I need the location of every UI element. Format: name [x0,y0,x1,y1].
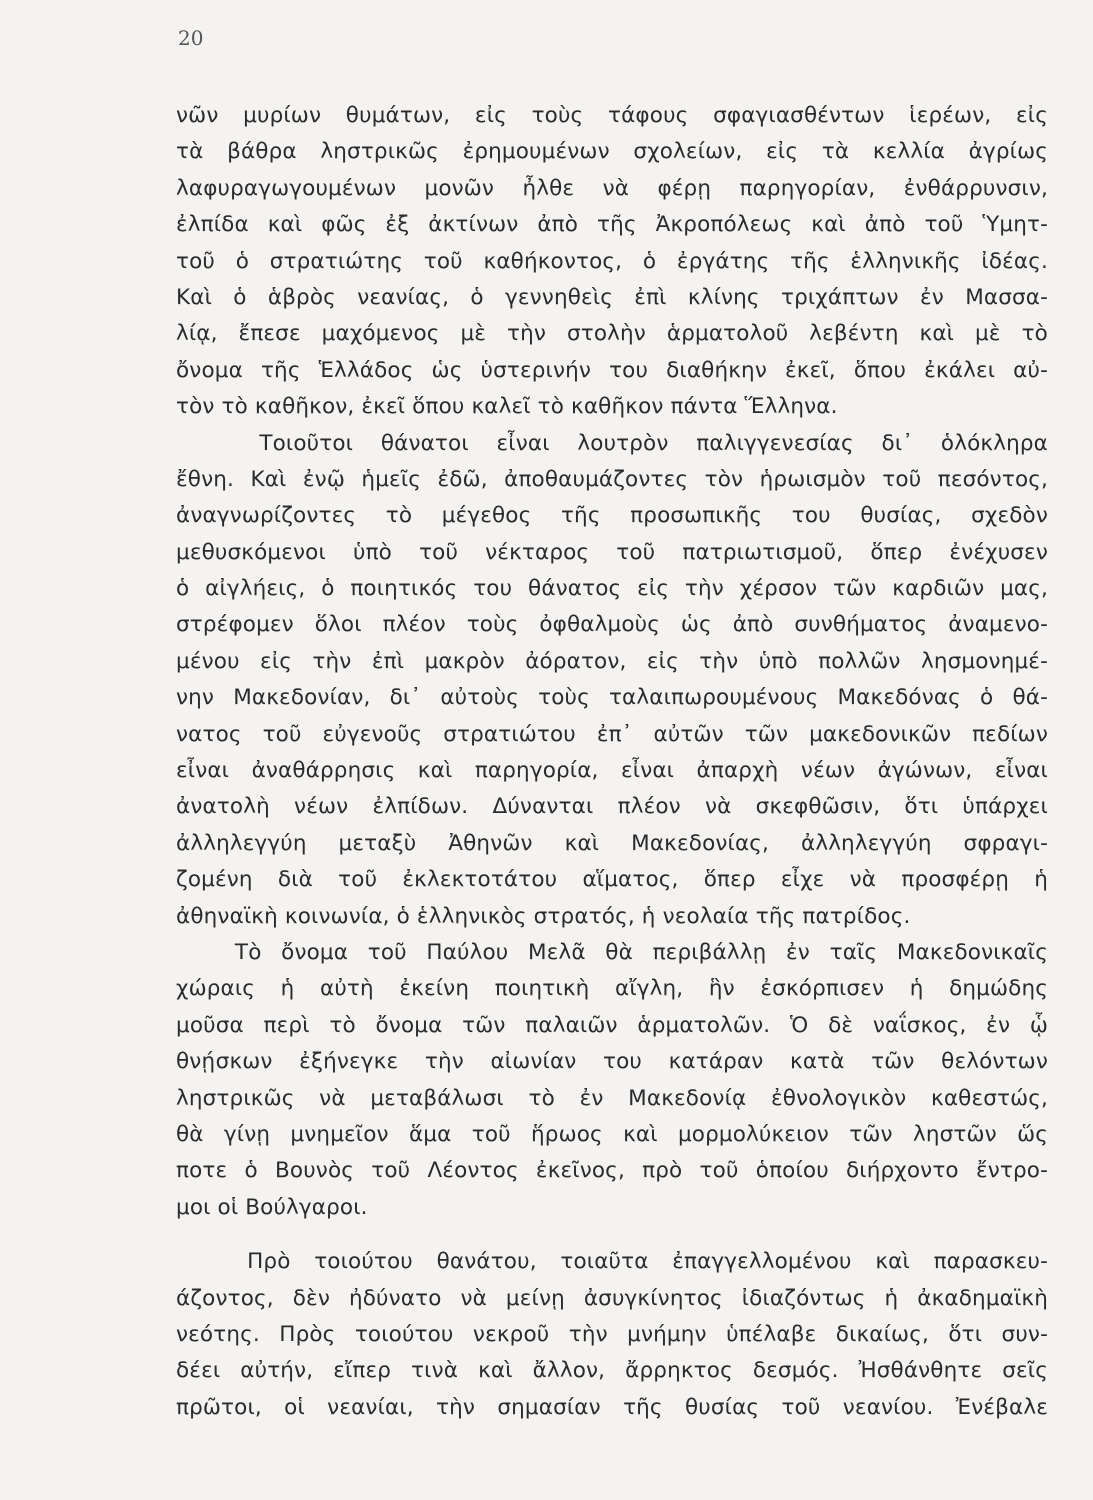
text-line: χώραις ἡ αὐτὴ ἐκείνη ποιητικὴ αἴγλη, ἣν ἐσκόρπισεν ἡ δημώδης [176,976,1048,1002]
text-line: μεθυσκόμενοι ὑπὸ τοῦ νέκταρος τοῦ πατριωτισμοῦ, ὅπερ ἐνέχυσεν [176,539,1048,565]
text-line: ληστρικῶς νὰ μεταβάλωσι τὸ ἐν Μακεδονίᾳ ἐθνολογικὸν καθεστώς, [176,1085,1048,1111]
text-line: δέει αὐτήν, εἴπερ τινὰ καὶ ἄλλον, ἄρρηκτος δεσμός. Ἠσθάνθητε σεῖς [176,1358,1048,1384]
text-line: ἀναγνωρίζοντες τὸ μέγεθος τῆς προσωπικῆς του θυσίας, σχεδὸν [176,503,1048,529]
text-line: στρέφομεν ὅλοι πλέον τοὺς ὀφθαλμοὺς ὡς ἀπὸ συνθήματος ἀναμενο- [176,612,1048,638]
text-line: ζομένη διὰ τοῦ ἐκλεκτοτάτου αἵματος, ὅπερ εἶχε νὰ προσφέρῃ ἡ [176,867,1048,893]
text-line: λαφυραγωγουμένων μονῶν ἦλθε νὰ φέρῃ παρηγορίαν, ἐνθάρρυνσιν, [176,175,1048,201]
text-line: νεότης. Πρὸς τοιούτου νεκροῦ τὴν μνήμην ὑπέλαβε δικαίως, ὅτι συν- [176,1321,1048,1347]
text-line: νην Μακεδονίαν, δι᾿ αὐτοὺς τοὺς ταλαιπωρουμένους Μακεδόνας ὁ θά- [176,685,1048,711]
text-line: ἐλπίδα καὶ φῶς ἐξ ἀκτίνων ἀπὸ τῆς Ἀκροπόλεως καὶ ἀπὸ τοῦ Ὑμητ- [176,212,1048,238]
text-line: μοῦσα περὶ τὸ ὄνομα τῶν παλαιῶν ἁρματολῶν. Ὁ δὲ ναΐσκος, ἐν ᾧ [176,1012,1048,1038]
text-line: θνῄσκων ἐξήνεγκε τὴν αἰωνίαν του κατάραν κατὰ τῶν θελόντων [176,1049,1048,1075]
text-line: τοῦ ὁ στρατιώτης τοῦ καθήκοντος, ὁ ἐργάτης τῆς ἑλληνικῆς ἰδέας. [176,248,1048,274]
text-line: ποτε ὁ Βουνὸς τοῦ Λέοντος ἐκεῖνος, πρὸ τοῦ ὁποίου διήρχοντο ἔντρο- [176,1158,1048,1184]
text-line: ἀθηναϊκὴ κοινωνία, ὁ ἑλληνικὸς στρατός, ἡ νεολαία τῆς πατρίδος. [176,903,911,929]
text-line: Τὸ ὄνομα τοῦ Παύλου Μελᾶ θὰ περιβάλλῃ ἐν ταῖς Μακεδονικαῖς [176,939,1048,965]
text-line: ἀλληλεγγύη μεταξὺ Ἀθηνῶν καὶ Μακεδονίας, ἀλληλεγγύη σφραγι- [176,830,1048,856]
text-line: μένου εἰς τὴν ἐπὶ μακρὸν ἀόρατον, εἰς τὴν ὑπὸ πολλῶν λησμονημέ- [176,648,1048,674]
text-line: ὁ αἰγλήεις, ὁ ποιητικός του θάνατος εἰς τὴν χέρσον τῶν καρδιῶν μας, [176,576,1048,602]
page-number: 20 [178,26,204,50]
text-line: ἔθνη. Καὶ ἐνῷ ἡμεῖς ἐδῶ, ἀποθαυμάζοντες τὸν ἡρωισμὸν τοῦ πεσόντος, [176,466,1048,492]
text-line: πρῶτοι, οἱ νεανίαι, τὴν σημασίαν τῆς θυσίας τοῦ νεανίου. Ἐνέβαλε [176,1394,1048,1420]
text-line: λίᾳ, ἔπεσε μαχόμενος μὲ τὴν στολὴν ἁρματολοῦ λεβέντη καὶ μὲ τὸ [176,321,1048,347]
text-line: άζοντος, δὲν ἠδύνατο νὰ μείνῃ ἀσυγκίνητος ἰδιαζόντως ἡ ἀκαδημαϊκὴ [176,1285,1048,1311]
text-line: μοι οἱ Βούλγαροι. [176,1194,368,1220]
text-line: θὰ γίνῃ μνημεῖον ἅμα τοῦ ἥρωος καὶ μορμολύκειον τῶν ληστῶν ὥς [176,1121,1048,1147]
paragraph-gap [176,1226,1048,1244]
text-line: νῶν μυρίων θυμάτων, εἰς τοὺς τάφους σφαγιασθέντων ἱερέων, εἰς [176,103,1048,128]
text-line: Τοιοῦτοι θάνατοι εἶναι λουτρὸν παλιγγενεσίας δι᾿ ὁλόκληρα [176,430,1048,456]
text-line: τὰ βάθρα ληστρικῶς ἐρημουμένων σχολείων, εἰς τὰ κελλία ἀγρίως [176,139,1048,165]
text-line: ἀνατολὴ νέων ἐλπίδων. Δύνανται πλέον νὰ σκεφθῶσιν, ὅτι ὑπάρχει [176,794,1048,820]
text-line: Πρὸ τοιούτου θανάτου, τοιαῦτα ἐπαγγελλομένου καὶ παρασκευ- [176,1249,1048,1275]
text-line: νατος τοῦ εὐγενοῦς στρατιώτου ἐπ᾿ αὐτῶν τῶν μακεδονικῶν πεδίων [176,721,1048,747]
body-text [176,98,1048,1426]
text-line: εἶναι ἀναθάρρησις καὶ παρηγορία, εἶναι ἀπαρχὴ νέων ἀγώνων, εἶναι [176,758,1048,784]
text-line: Καὶ ὁ ἁβρὸς νεανίας, ὁ γεννηθεὶς ἐπὶ κλίνης τριχάπτων ἐν Μασσα- [176,284,1048,310]
text-line: τὸν τὸ καθῆκον, ἐκεῖ ὅπου καλεῖ τὸ καθῆκον πάντα Ἕλληνα. [176,394,838,420]
text-line: ὄνομα τῆς Ἑλλάδος ὡς ὑστερινήν του διαθήκην ἐκεῖ, ὅπου ἐκάλει αὐ- [176,357,1048,383]
